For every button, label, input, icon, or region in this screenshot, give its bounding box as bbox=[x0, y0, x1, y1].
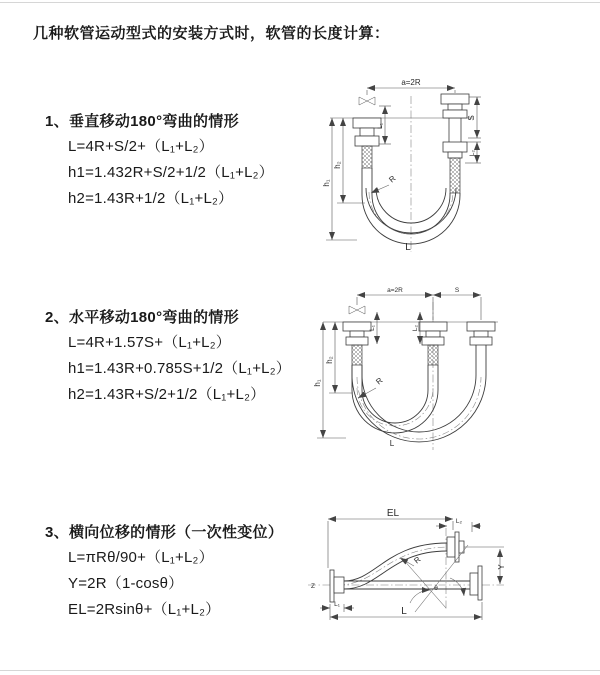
dim-label-a2r: a=2R bbox=[387, 287, 403, 294]
valve-icon bbox=[349, 306, 365, 314]
section-3-heading: 3、横向位移的情形（一次性变位） bbox=[45, 524, 284, 541]
length-label: L bbox=[401, 606, 407, 617]
break-symbol: Z bbox=[311, 583, 315, 590]
dim-label-l2: L₂ bbox=[455, 518, 463, 525]
dim-label-h2: h₂ bbox=[325, 356, 334, 364]
right-fitting bbox=[441, 94, 469, 193]
dimension-lines bbox=[320, 519, 500, 620]
radius-label: R bbox=[412, 554, 423, 566]
length-label: L bbox=[389, 439, 395, 448]
left-fitting bbox=[343, 322, 371, 365]
left-flange bbox=[330, 570, 344, 602]
dim-label-l1: L₁ bbox=[334, 601, 340, 608]
dim-label-y: Y bbox=[497, 564, 506, 570]
section-3-formula-Y: Y=2R（1-cosθ） bbox=[68, 575, 184, 592]
section-3-formula-EL: EL=2Rsinθ+（L₁+L₂） bbox=[68, 601, 221, 618]
dim-label-h2: h₂ bbox=[333, 161, 342, 169]
dim-label-el: EL bbox=[386, 508, 400, 519]
radius-label: R bbox=[374, 375, 385, 387]
section-1-formula-L: L=4R+S/2+（L₁+L₂） bbox=[68, 138, 214, 155]
dim-label-l1: L₁ bbox=[377, 123, 384, 129]
curved-hose-position bbox=[344, 543, 447, 589]
dim-label-a2r: a=2R bbox=[401, 78, 421, 87]
section-horizontal-movement bbox=[45, 308, 291, 408]
diagram-horizontal-180-bend bbox=[300, 280, 590, 460]
radius-label: R bbox=[387, 173, 398, 185]
angle-label: θ bbox=[434, 585, 438, 592]
dim-label-l1: L₁ bbox=[369, 325, 376, 331]
section-2-formula-L: L=4R+1.57S+（L₁+L₂） bbox=[68, 334, 231, 351]
length-label: L bbox=[405, 242, 411, 253]
upper-flange bbox=[447, 532, 464, 562]
right-flange bbox=[470, 566, 482, 600]
diagram-lateral-displacement bbox=[298, 500, 598, 645]
dim-label-s: S bbox=[454, 287, 460, 294]
section-1-formula-h2: h2=1.43R+1/2（L₁+L₂） bbox=[68, 190, 234, 207]
section-lateral-displacement bbox=[45, 523, 283, 623]
diagram-vertical-180-bend bbox=[305, 68, 585, 258]
centerlines bbox=[308, 528, 504, 610]
section-2-formula-h2: h2=1.43R+S/2+1/2（L₁+L₂） bbox=[68, 386, 266, 403]
section-1-formula-h1: h1=1.432R+S/2+1/2（L₁+L₂） bbox=[68, 164, 274, 181]
dim-label-l2: L₂ bbox=[412, 324, 419, 332]
valve-icon bbox=[359, 97, 375, 105]
dim-label-l2: L₂ bbox=[469, 149, 476, 157]
section-vertical-movement bbox=[45, 112, 274, 212]
document-title: 几种软管运动型式的安装方式时，软管的长度计算： bbox=[33, 25, 390, 42]
page-border-bottom bbox=[0, 670, 600, 671]
right-fitting bbox=[467, 322, 495, 345]
section-3-formula-L: L=πRθ/90+（L₁+L₂） bbox=[68, 549, 214, 566]
section-2-heading: 2、水平移动180°弯曲的情形 bbox=[45, 309, 239, 326]
dim-label-h1: h₁ bbox=[322, 179, 331, 187]
dim-label-s: S bbox=[467, 115, 476, 121]
dim-label-h1: h₁ bbox=[313, 379, 322, 387]
middle-fitting bbox=[419, 322, 447, 365]
section-1-heading: 1、垂直移动180°弯曲的情形 bbox=[45, 113, 239, 130]
dimension-lines bbox=[317, 295, 481, 438]
page-border-top bbox=[0, 2, 600, 3]
hose-curves bbox=[352, 345, 486, 442]
section-2-formula-h1: h1=1.43R+0.785S+1/2（L₁+L₂） bbox=[68, 360, 291, 377]
